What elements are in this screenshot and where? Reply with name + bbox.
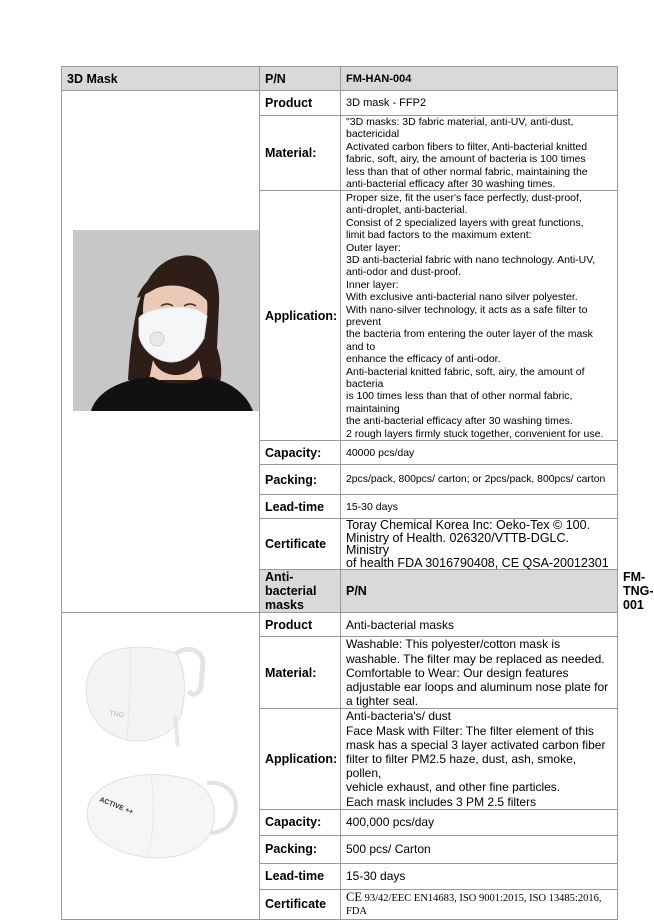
certificate-label: Certificate	[260, 889, 341, 919]
text-line: Proper size, fit the user's face perfectly, dust-proof,	[346, 191, 582, 204]
certificate-value	[341, 519, 618, 570]
woman-wearing-3d-mask-photo	[73, 230, 259, 411]
product-row	[62, 613, 618, 637]
material-label: Material:	[260, 116, 341, 191]
text-line: enhance the efficacy of anti-odor.	[346, 353, 501, 366]
text-line: limit bad factors to the maximum extent:	[346, 229, 532, 242]
product-header-row: Anti-bacterial masks P/N FM-TNG-001	[62, 570, 618, 613]
product-name: Anti-bacterial masks	[260, 570, 341, 613]
text-line: fabric, soft, airy, the amount of bacteria is 100 times	[346, 153, 586, 166]
application-value	[341, 709, 618, 809]
text-line: washable. The filter may be replaced as needed.	[346, 651, 605, 666]
certificate-label: Certificate	[260, 519, 341, 570]
capacity-value: 40000 pcs/day	[341, 441, 618, 465]
product-name: 3D Mask	[62, 67, 260, 91]
text-line: Face Mask with Filter: The filter element of this	[346, 723, 594, 738]
product-header-row	[62, 67, 618, 91]
material-label: Material:	[260, 637, 341, 709]
product-spec-table	[61, 66, 654, 920]
text-line: 3D anti-bacterial fabric with nano technology. Anti-UV,	[346, 253, 596, 266]
product-value: Anti-bacterial masks	[341, 613, 618, 637]
packing-value: 2pcs/pack, 800pcs/ carton; or 2pcs/pack, 800pcs/ carton	[341, 465, 618, 495]
text-line: With nano-silver technology, it acts as a safe filter to	[346, 303, 588, 316]
text-line: prevent	[346, 315, 382, 328]
text-line: anti-bacterial efficacy after 30 washing times.	[346, 178, 556, 191]
product-label: Product	[260, 91, 341, 116]
leadtime-label: Lead-time	[260, 495, 341, 519]
capacity-label: Capacity:	[260, 441, 341, 465]
product-image-cell	[62, 91, 260, 613]
text-line: Anti-bacteria's/ dust	[346, 709, 452, 724]
text-line: "3D masks: 3D fabric material, anti-UV, anti-dust,	[346, 116, 574, 128]
pn-label: P/N	[341, 570, 618, 613]
text-line: Comfortable to Wear: Our design features	[346, 665, 569, 680]
product-image-cell	[62, 613, 260, 919]
text-line: bacteria	[346, 377, 384, 390]
text-line: Inner layer:	[346, 278, 399, 291]
certificate-text: FDA	[346, 905, 368, 917]
mask-print-active: ACTIVE ++	[98, 796, 135, 817]
text-line: less than that of other normal fabric, maintaining the	[346, 165, 588, 178]
leadtime-value: 15-30 days	[341, 863, 618, 889]
text-line: anti-odor and dust-proof.	[346, 266, 461, 279]
text-line: the bacteria from entering the outer layer of the mask	[346, 328, 593, 341]
anti-bacterial-masks-photo	[75, 635, 245, 875]
capacity-label: Capacity:	[260, 809, 341, 835]
packing-label: Packing:	[260, 465, 341, 495]
text-line: Outer layer:	[346, 241, 401, 254]
text-line: and to	[346, 340, 376, 353]
certificate-text: 93/42/EEC EN14683, ISO 9001:2015, ISO 13485:2016,	[361, 892, 602, 904]
capacity-value: 400,000 pcs/day	[341, 809, 618, 835]
text-line: is 100 times less than that of other normal fabric,	[346, 390, 573, 403]
packing-value: 500 pcs/ Carton	[341, 835, 618, 863]
text-line: anti-droplet, anti-bacterial.	[346, 204, 468, 217]
leadtime-label: Lead-time	[260, 863, 341, 889]
text-line: maintaining	[346, 402, 400, 415]
text-line: With exclusive anti-bacterial nano silver polyester.	[346, 291, 578, 304]
mask-print-tng: TNG	[108, 710, 125, 720]
product-value: 3D mask - FFP2	[341, 91, 618, 116]
text-line: bactericidal	[346, 128, 400, 141]
material-value	[341, 116, 618, 191]
ce-mark-text: CE	[346, 889, 362, 904]
text-line: 2 rough layers firmly stuck together, convenient for use.	[346, 427, 604, 440]
pn-label: P/N	[260, 67, 341, 91]
text-line: Consist of 2 specialized layers with great functions,	[346, 216, 584, 229]
text-line: Ministry of Health. 026320/VTTB-DGLC. Ministry	[346, 530, 569, 558]
leadtime-value: 15-30 days	[341, 495, 618, 519]
product-row	[62, 91, 618, 116]
application-value	[341, 191, 618, 441]
text-line: of health FDA 3016790408, CE QSA-20012301	[346, 555, 609, 570]
text-line: a tighter seal.	[346, 694, 419, 709]
text-line: adjustable ear loops and aluminum nose plate for	[346, 680, 609, 695]
application-label: Application:	[260, 709, 341, 809]
text-line: Anti-bacterial knitted fabric, soft, airy, the amount of	[346, 365, 585, 378]
pn-value: FM-HAN-004	[341, 67, 618, 91]
application-label: Application:	[260, 191, 341, 441]
material-value	[341, 637, 618, 709]
text-line: Washable: This polyester/cotton mask is	[346, 637, 561, 652]
certificate-value	[341, 889, 618, 919]
product-label: Product	[260, 613, 341, 637]
packing-label: Packing:	[260, 835, 341, 863]
text-line: Each mask includes 3 PM 2.5 filters	[346, 794, 537, 809]
text-line: filter to filter PM2.5 haze, dust, ash, smoke, pollen,	[346, 752, 577, 781]
text-line: Activated carbon fibers to filter, Anti-bacterial knitted	[346, 140, 588, 153]
text-line: vehicle exhaust, and other fine particles.	[346, 780, 561, 795]
text-line: the anti-bacterial efficacy after 30 washing times.	[346, 415, 573, 428]
text-line: Toray Chemical Korea Inc: Oeko-Tex © 100.	[346, 518, 591, 533]
text-line: mask has a special 3 layer activated carbon fiber	[346, 737, 606, 752]
